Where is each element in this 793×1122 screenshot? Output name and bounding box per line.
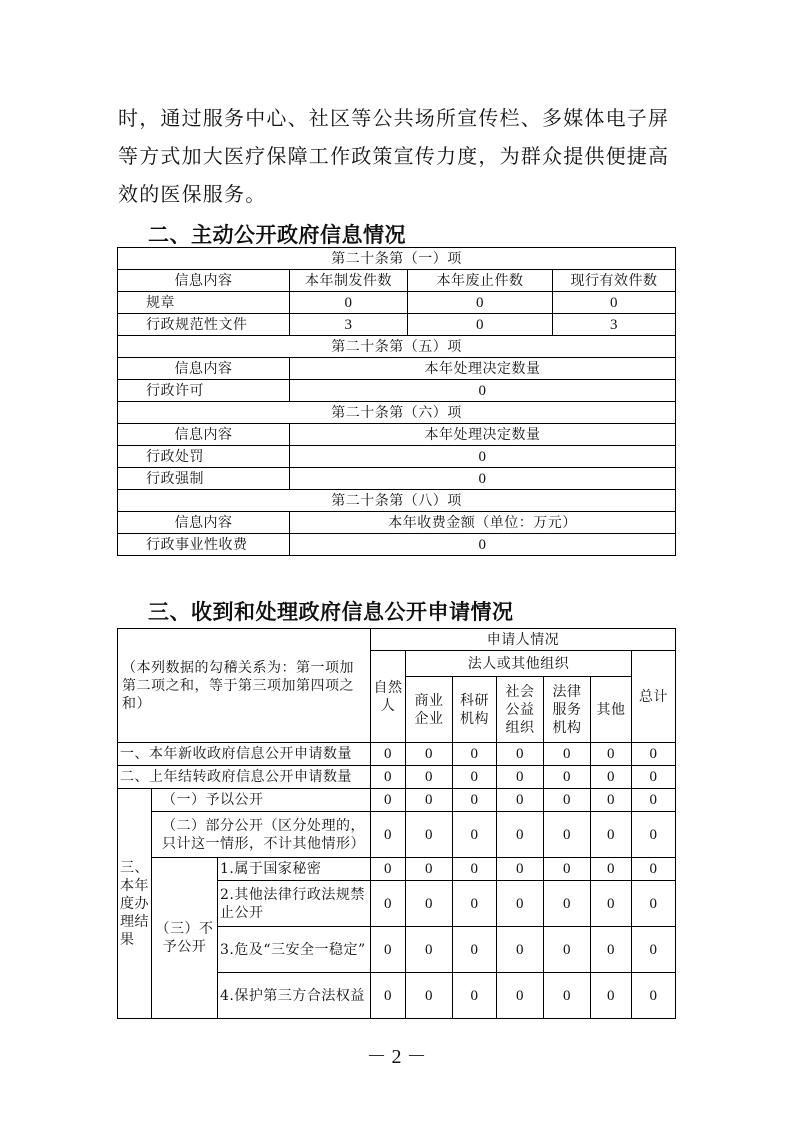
column-header: 信息内容: [118, 358, 290, 380]
cell-value: 0: [632, 858, 676, 881]
cell-value: 0: [553, 292, 676, 314]
cell-value: 0: [544, 766, 591, 789]
cell-value: 0: [497, 858, 544, 881]
block-title: 第二十条第（一）项: [118, 248, 676, 270]
cell-value: 0: [544, 973, 591, 1019]
cell-value: 0: [591, 881, 632, 927]
column-header: 本年制发件数: [290, 270, 408, 292]
row-label: （二）部分公开（区分处理的，只计这一情形，不计其他情形）: [152, 812, 371, 858]
cell-value: 0: [591, 973, 632, 1019]
intro-paragraph: [118, 99, 678, 213]
table-row: [118, 380, 676, 402]
column-header: 本年处理决定数量: [290, 424, 676, 446]
org-col-header: 法律服务机构: [544, 677, 591, 743]
table-row: [118, 314, 676, 336]
cell-value: 0: [290, 446, 676, 468]
table-note: （本列数据的勾稽关系为：第一项加第二项之和，等于第三项加第四项之和）: [118, 629, 371, 743]
cell-value: 0: [290, 534, 676, 556]
org-col-header: 商业企业: [406, 677, 453, 743]
block-title: 第二十条第（五）项: [118, 336, 676, 358]
total-header: 总计: [632, 651, 676, 743]
cell-value: 3: [553, 314, 676, 336]
cell-value: 0: [591, 812, 632, 858]
cell-value: 0: [408, 292, 553, 314]
application-table: [117, 628, 676, 1019]
table-row: [118, 446, 676, 468]
table-row: [118, 858, 676, 881]
cell-value: 0: [406, 973, 453, 1019]
cell-value: 0: [371, 766, 406, 789]
cell-value: 0: [290, 468, 676, 490]
cell-value: 0: [371, 812, 406, 858]
cell-value: 0: [544, 812, 591, 858]
cell-value: 0: [453, 858, 497, 881]
applicant-header: 申请人情况: [371, 629, 676, 651]
cell-value: 0: [290, 292, 408, 314]
table-row: [118, 292, 676, 314]
intro-line: 时，通过服务中心、社区等公共场所宣传栏、多媒体电子屏: [118, 106, 670, 130]
table-row: [118, 766, 676, 789]
cell-value: 0: [544, 858, 591, 881]
cell-value: 0: [406, 812, 453, 858]
row-label: 行政规范性文件: [118, 314, 290, 336]
cell-value: 0: [632, 812, 676, 858]
proactive-disclosure-table: [117, 247, 676, 556]
cell-value: 0: [497, 881, 544, 927]
legal-group-header: 法人或其他组织: [406, 651, 632, 677]
table-row: [118, 534, 676, 556]
cell-value: 0: [497, 973, 544, 1019]
cell-value: 0: [406, 927, 453, 973]
cell-value: 0: [591, 927, 632, 973]
row-label: 1.属于国家秘密: [218, 858, 371, 881]
cell-value: 0: [371, 973, 406, 1019]
cell-value: 0: [591, 858, 632, 881]
column-header: 信息内容: [118, 512, 290, 534]
block-title: 第二十条第（六）项: [118, 402, 676, 424]
column-header: 本年废止件数: [408, 270, 553, 292]
cell-value: 0: [290, 380, 676, 402]
cell-value: 0: [632, 927, 676, 973]
column-header: 本年处理决定数量: [290, 358, 676, 380]
cell-value: 0: [497, 766, 544, 789]
intro-line: 等方式加大医疗保障工作政策宣传力度，为群众提供便捷高: [118, 144, 670, 168]
table-row: [118, 743, 676, 766]
cell-value: 0: [497, 812, 544, 858]
column-header: 信息内容: [118, 270, 290, 292]
cell-value: 0: [544, 743, 591, 766]
result-group-label: 三、本年度办理结果: [118, 789, 152, 1019]
org-col-header: 社会公益组织: [497, 677, 544, 743]
cell-value: 0: [453, 881, 497, 927]
cell-value: 0: [453, 812, 497, 858]
row-label: 3.危及“三安全一稳定”: [218, 927, 371, 973]
column-header: 本年收费金额（单位：万元）: [290, 512, 676, 534]
row-label: 规章: [118, 292, 290, 314]
column-header: 现行有效件数: [553, 270, 676, 292]
cell-value: 0: [591, 766, 632, 789]
org-col-header: 其他: [591, 677, 632, 743]
row-label: 一、本年新收政府信息公开申请数量: [118, 743, 371, 766]
cell-value: 0: [632, 766, 676, 789]
cell-value: 0: [497, 927, 544, 973]
table-row: [118, 812, 676, 858]
table-row: [118, 468, 676, 490]
cell-value: 0: [371, 789, 406, 812]
row-label: 行政强制: [118, 468, 290, 490]
cell-value: 0: [591, 743, 632, 766]
cell-value: 0: [406, 858, 453, 881]
cell-value: 0: [632, 881, 676, 927]
table-row: [118, 789, 676, 812]
cell-value: 3: [290, 314, 408, 336]
cell-value: 0: [497, 743, 544, 766]
cell-value: 0: [453, 743, 497, 766]
cell-value: 0: [408, 314, 553, 336]
cell-value: 0: [371, 743, 406, 766]
cell-value: 0: [544, 881, 591, 927]
block-title: 第二十条第（八）项: [118, 490, 676, 512]
column-header: 信息内容: [118, 424, 290, 446]
cell-value: 0: [591, 789, 632, 812]
cell-value: 0: [497, 789, 544, 812]
intro-line: 效的医保服务。: [118, 182, 267, 206]
cell-value: 0: [632, 789, 676, 812]
natural-person-header: 自然人: [371, 651, 406, 743]
cell-value: 0: [453, 766, 497, 789]
cell-value: 0: [371, 881, 406, 927]
row-label: （一）予以公开: [152, 789, 371, 812]
cell-value: 0: [406, 743, 453, 766]
cell-value: 0: [406, 881, 453, 927]
cell-value: 0: [453, 789, 497, 812]
cell-value: 0: [406, 766, 453, 789]
row-label: 4.保护第三方合法权益: [218, 973, 371, 1019]
row-label: 行政事业性收费: [118, 534, 290, 556]
cell-value: 0: [453, 973, 497, 1019]
org-col-header: 科研机构: [453, 677, 497, 743]
row-label: 行政处罚: [118, 446, 290, 468]
cell-value: 0: [544, 789, 591, 812]
row-label: 行政许可: [118, 380, 290, 402]
cell-value: 0: [632, 743, 676, 766]
section2-heading: 二、主动公开政府信息情况: [148, 223, 406, 247]
row-label: 二、上年结转政府信息公开申请数量: [118, 766, 371, 789]
cell-value: 0: [371, 927, 406, 973]
cell-value: 0: [632, 973, 676, 1019]
row-label: 2.其他法律行政法规禁止公开: [218, 881, 371, 927]
cell-value: 0: [453, 927, 497, 973]
withheld-group-label: （三）不予公开: [152, 858, 218, 1019]
cell-value: 0: [371, 858, 406, 881]
page-number: － 2 －: [366, 1046, 427, 1068]
cell-value: 0: [406, 789, 453, 812]
cell-value: 0: [544, 927, 591, 973]
section3-heading: 三、收到和处理政府信息公开申请情况: [148, 600, 514, 624]
